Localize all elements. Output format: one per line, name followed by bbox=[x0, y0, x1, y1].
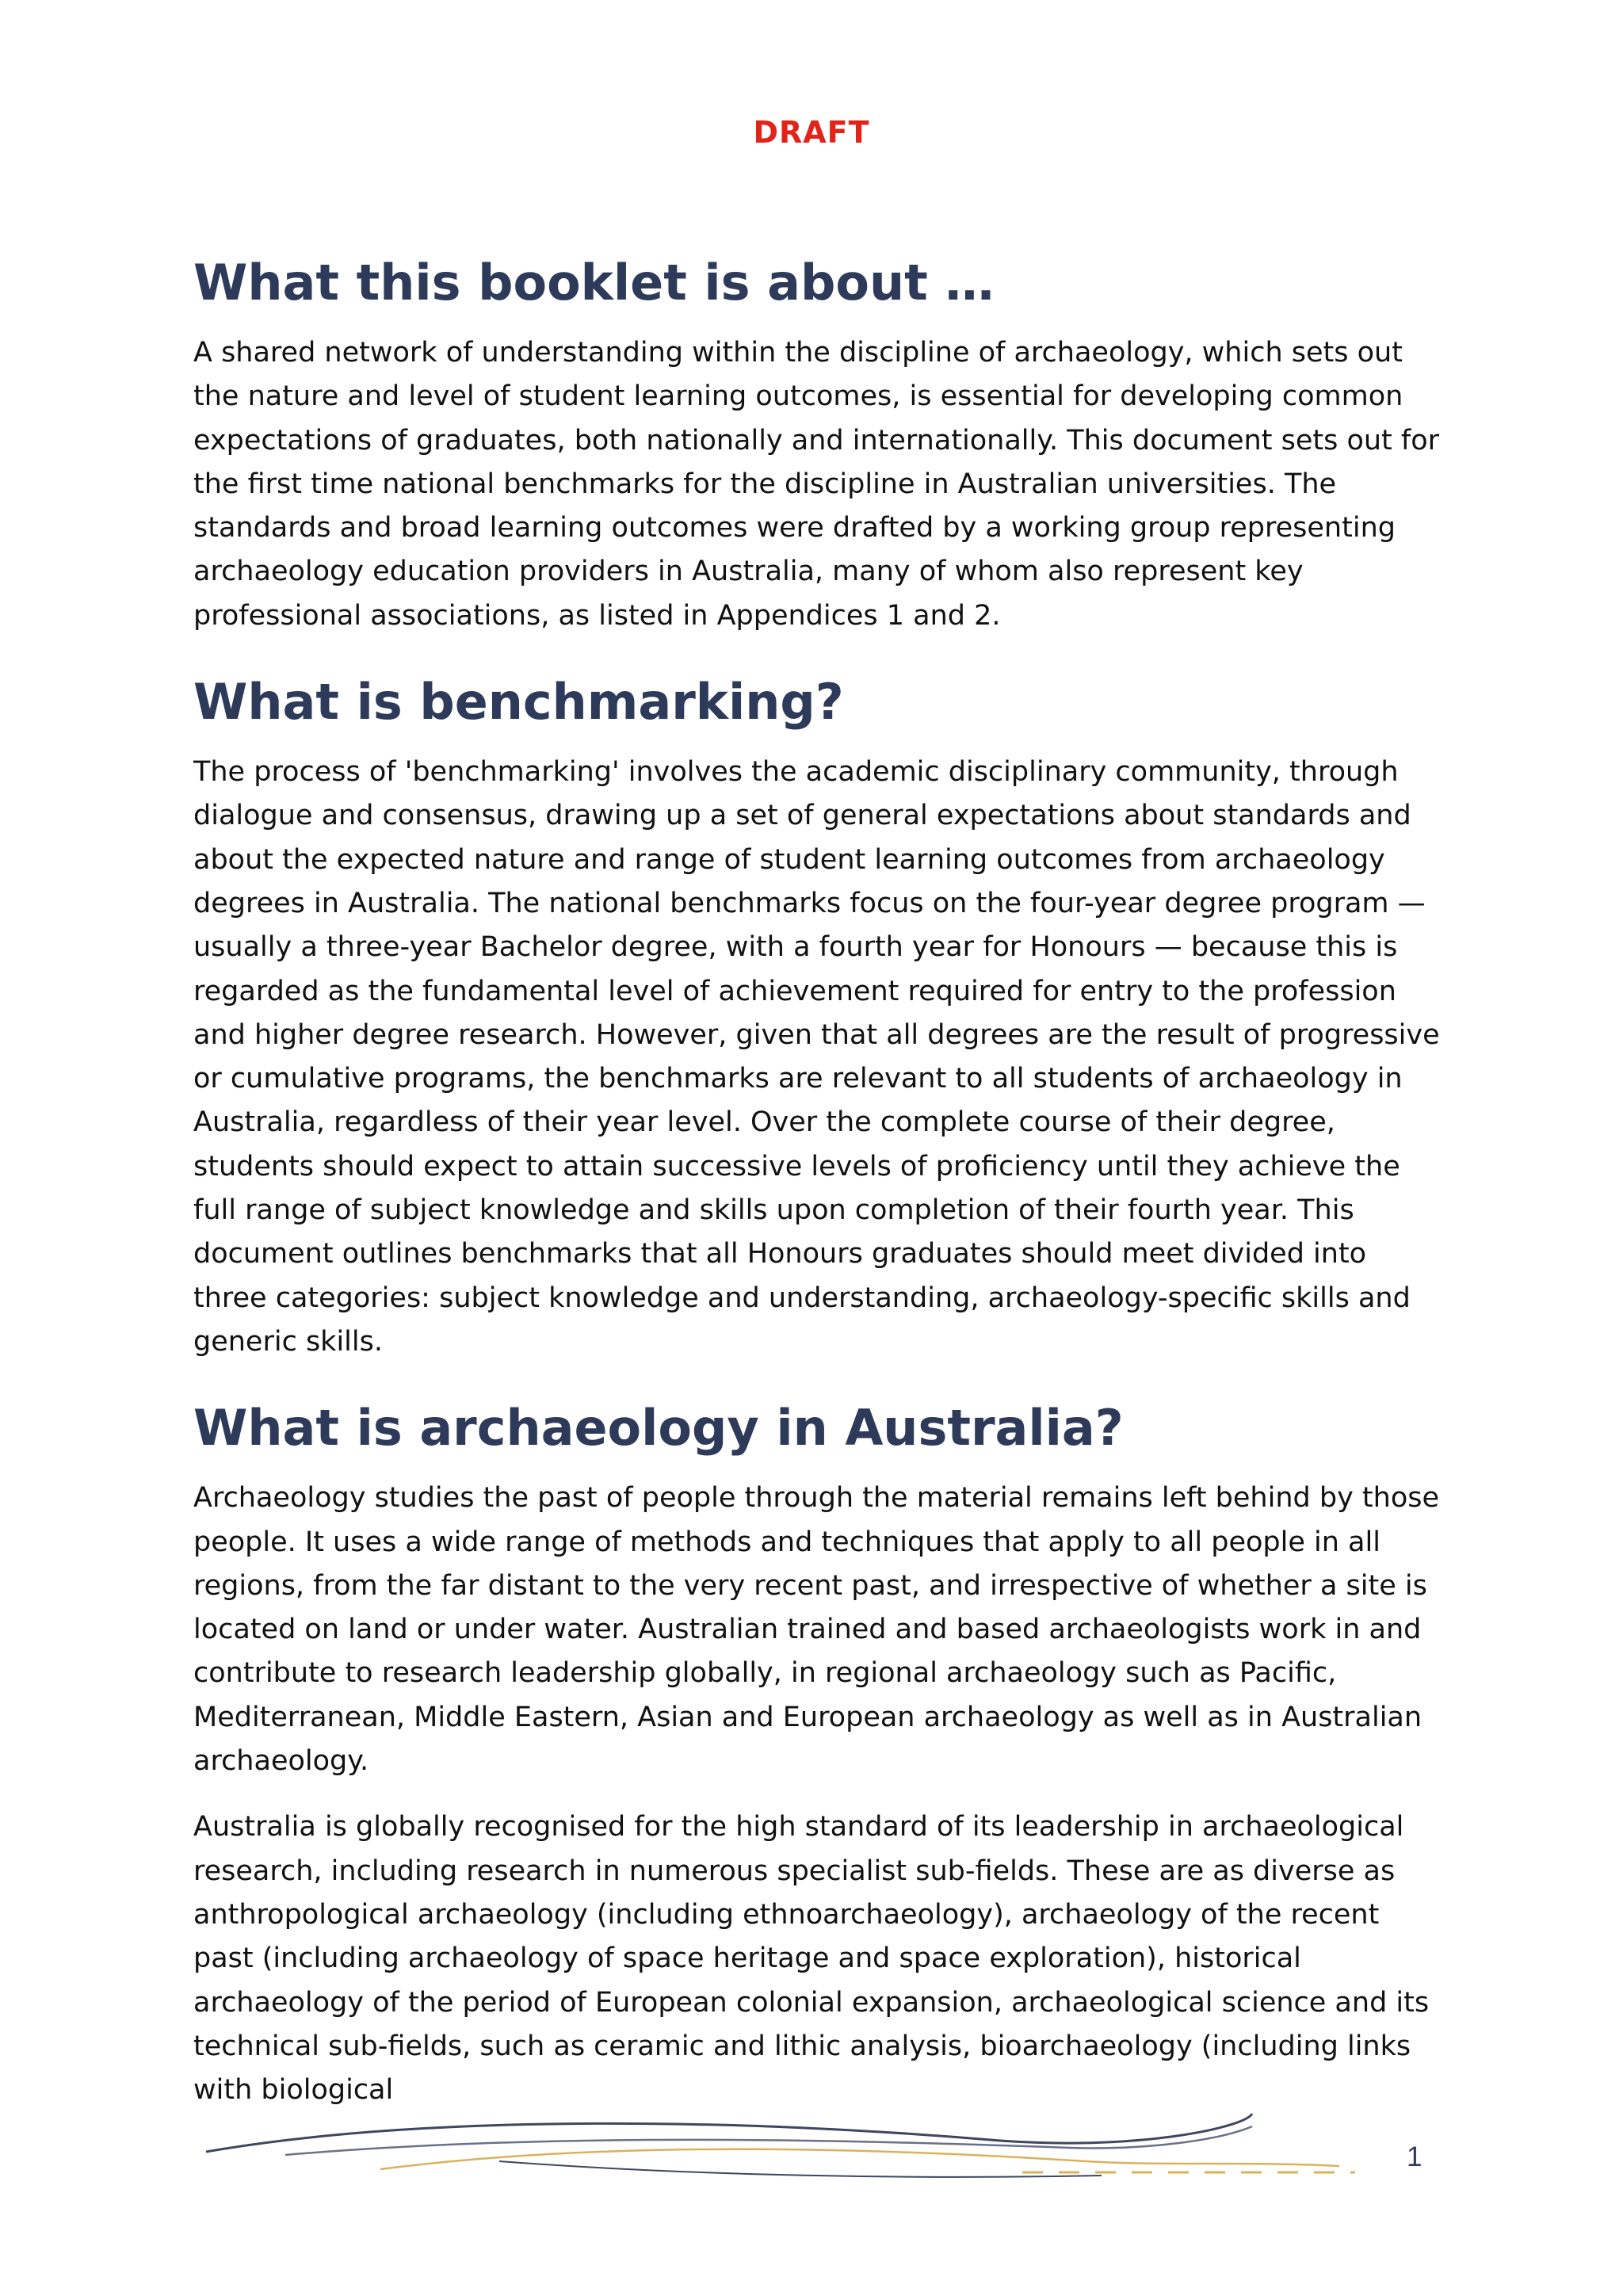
section-benchmarking bbox=[193, 667, 1442, 1364]
section-paragraph: Australia is globally recognised for the high standard of its leadership in archaeological research, including research in numerous specialist sub-fields. These are as diverse as anthropological archaeology (including ethnoarchaeology), archaeology of the recent past (including archaeology of space heritage and space exploration), historical archaeology of the period of European colonial expansion, archaeological science and its technical sub-fields, such as ceramic and lithic analysis, bioarchaeology (including links with biological bbox=[193, 1811, 1430, 2107]
section-heading: What is archaeology in Australia? bbox=[193, 1399, 1124, 1457]
section-booklet-about bbox=[193, 247, 1442, 638]
document-body bbox=[193, 247, 1442, 2134]
swoosh-lines-decoration-icon bbox=[198, 2104, 1371, 2183]
section-heading: What is benchmarking? bbox=[193, 673, 844, 732]
section-heading: What this booklet is about … bbox=[193, 254, 995, 311]
section-archaeology-australia bbox=[193, 1392, 1442, 2112]
section-paragraph: A shared network of understanding within the discipline of archaeology, which sets out the nature and level of student learning outcomes, is essential for developing common expectations of graduates, both nationally and internationally. This document sets out for the first time national benchmarks for the discipline in Australian universities. The standards and broad learning outcomes were drafted by a working group representing archaeology education providers in Australia, many of whom also represent key professional associations, as listed in Appendices 1 and 2. bbox=[193, 337, 1440, 632]
page-number: 1 bbox=[1407, 2141, 1423, 2172]
draft-label: DRAFT bbox=[753, 115, 870, 150]
section-paragraph: The process of 'benchmarking' involves the academic disciplinary community, through dialogue and consensus, drawing up a set of general expectations about standards and about the expected nature and range of student learning outcomes from archaeology degrees in Australia. The national benchmarks focus on the four-year degree program — usually a three-year Bachelor degree, with a fourth year for Honours — because this is regarded as the fundamental level of achievement required for entry to the profession and higher degree research. However, given that all degrees are the result of progressive or cumulative programs, the benchmarks are relevant to all students of archaeology in Australia, regardless of their year level. Over the complete course of their degree, students should expect to attain successive levels of proficiency until they achieve the full range of subject knowledge and skills upon completion of their fourth year. This document outlines benchmarks that all Honours graduates should meet divided into three categories: subject knowledge and understanding, archaeology-specific skills and generic skills. bbox=[193, 756, 1440, 1358]
section-paragraph: Archaeology studies the past of people through the material remains left behind by those people. It uses a wide range of methods and techniques that apply to all people in all regions, from the far distant to the very recent past, and irrespective of whether a site is located on land or under water. Australian trained and based archaeologists work in and contribute to research leadership globally, in regional archaeology such as Pacific, Mediterranean, Middle Eastern, Asian and European archaeology as well as in Australian archaeology. bbox=[193, 1482, 1440, 1778]
